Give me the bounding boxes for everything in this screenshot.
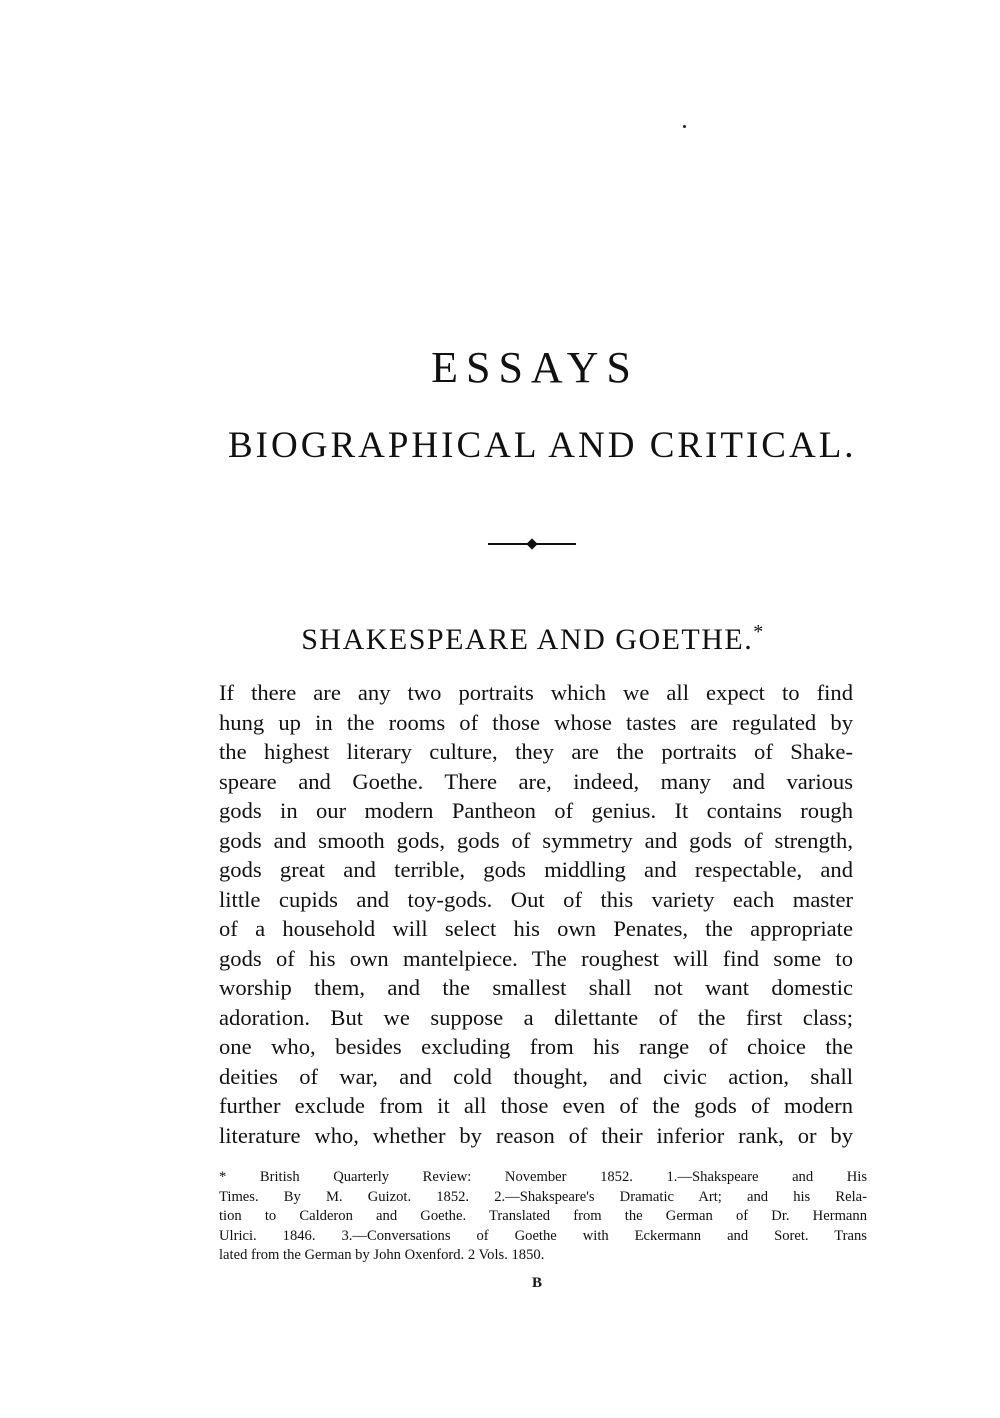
body-line: deities of war, and cold thought, and civic action, shall — [219, 1063, 853, 1089]
body-line: gods in our modern Pantheon of genius. It contains rough — [219, 798, 853, 823]
body-line: little cupids and toy-gods. Out of this variety each master — [219, 886, 853, 912]
body-line: If there are any two portraits which we all expect to find — [219, 680, 853, 705]
body-line: literature who, whether by reason of their inferior rank, or by — [219, 1122, 853, 1148]
body-line: one who, besides excluding from his range of choice the — [219, 1034, 853, 1059]
footnote-block — [219, 1168, 867, 1266]
body-line: hung up in the rooms of those whose tastes are regulated by — [219, 709, 853, 735]
body-line: gods and smooth gods, gods of symmetry and gods of strength, — [219, 827, 853, 853]
essay-title-text: SHAKESPEARE AND GOETHE. — [301, 623, 754, 656]
body-line: speare and Goethe. There are, indeed, many and various — [219, 768, 853, 794]
signature-mark: B — [531, 1275, 542, 1291]
book-subtitle: BIOGRAPHICAL AND CRITICAL. — [228, 425, 857, 466]
body-line: gods great and terrible, gods middling and respectable, and — [219, 857, 853, 882]
body-line: gods of his own mantelpiece. The roughest will find some to — [219, 945, 853, 971]
footnote-line: tion to Calderon and Goethe. Translated from the German of Dr. Hermann — [219, 1208, 867, 1224]
footnote-line: Times. By M. Guizot. 1852. 2.—Shakspeare's Dramatic Art; and his Rela- — [219, 1188, 867, 1205]
footnote-line: Ulrici. 1846. 3.—Conversations of Goethe with Eckermann and Soret. Trans — [219, 1227, 867, 1244]
body-line: worship them, and the smallest shall not want domestic — [219, 975, 853, 1000]
book-title: ESSAYS — [431, 343, 639, 392]
footnote-line: lated from the German by John Oxenford. 2 Vols. 1850. — [219, 1247, 545, 1263]
footnote-marker: * — [753, 621, 765, 643]
body-line: the highest literary culture, they are the portraits of Shake- — [219, 739, 853, 764]
print-speck — [683, 125, 686, 128]
essay-title — [228, 612, 838, 660]
rule-diamond-ornament — [526, 538, 537, 549]
body-line: of a household will select his own Penates, the appropriate — [219, 916, 853, 941]
footnote-line: * British Quarterly Review: November 1852. 1.—Shakspeare and His — [219, 1169, 867, 1185]
essay-body — [219, 678, 853, 1150]
body-line: adoration. But we suppose a dilettante of the first class; — [219, 1004, 853, 1030]
body-line: further exclude from it all those even of the gods of modern — [219, 1093, 853, 1118]
